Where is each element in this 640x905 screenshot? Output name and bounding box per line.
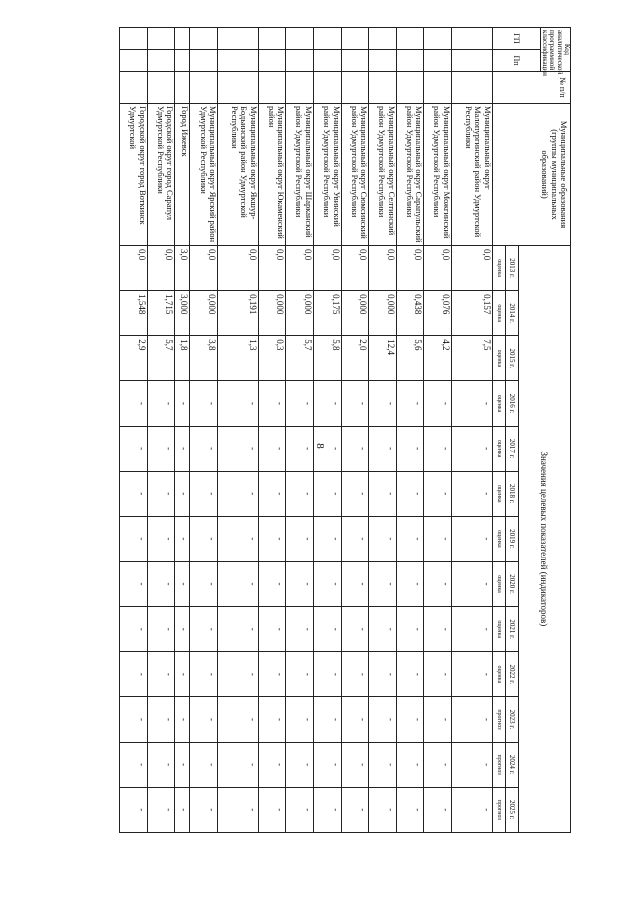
gp-cell (451, 28, 492, 50)
indicator-value: - (258, 607, 286, 652)
municipality-name: Городской округ город Сарапул Удмуртской Республики (147, 104, 175, 246)
number-cell (258, 72, 286, 104)
indicator-value: - (451, 561, 492, 606)
estimate-kind-label: оценка (495, 665, 502, 684)
year-header (492, 697, 518, 742)
year-label: 2024 г. (505, 743, 518, 787)
table-row (341, 28, 369, 878)
indicator-value: - (369, 652, 397, 697)
pp-cell (147, 50, 175, 72)
indicator-value: - (190, 381, 218, 426)
pp-cell (218, 50, 259, 72)
table-row (369, 28, 397, 878)
indicator-value: 0,0 (369, 246, 397, 291)
indicator-value: - (218, 516, 259, 561)
indicator-value: - (120, 381, 148, 426)
indicator-value: 5,7 (286, 336, 314, 381)
indicator-value: - (451, 652, 492, 697)
indicator-value: 2,9 (120, 336, 148, 381)
indicator-value: - (258, 787, 286, 832)
estimate-kind-label: оценка (495, 530, 502, 548)
indicator-value: - (286, 426, 314, 471)
indicator-value: - (313, 652, 341, 697)
year-header (492, 246, 518, 291)
municipality-name: Муниципальный округ Ярский район Удмуртской Республики (190, 104, 218, 246)
indicator-value: 12,4 (369, 336, 397, 381)
year-label: 2022 г. (505, 652, 518, 696)
indicator-value: - (258, 652, 286, 697)
gp-cell (258, 28, 286, 50)
indicator-value: - (451, 742, 492, 787)
indicator-value: - (286, 697, 314, 742)
table-row (120, 28, 148, 878)
indicator-value: - (451, 426, 492, 471)
indicator-value: - (147, 607, 175, 652)
indicator-value: - (396, 607, 424, 652)
indicator-value: - (369, 607, 397, 652)
year-label: 2019 г. (505, 517, 518, 561)
indicator-value: - (313, 697, 341, 742)
year-header (492, 291, 518, 336)
indicator-value: - (190, 471, 218, 516)
number-cell (218, 72, 259, 104)
page-number: 8 (314, 443, 326, 449)
indicator-value: - (120, 697, 148, 742)
indicator-value: - (451, 697, 492, 742)
pp-cell (396, 50, 424, 72)
indicator-value: 3,8 (190, 336, 218, 381)
indicator-value: - (190, 516, 218, 561)
municipality-name: Муниципальный округ Можгинский район Удмуртской Республики (424, 104, 452, 246)
gp-cell (190, 28, 218, 50)
indicator-value: 5,6 (396, 336, 424, 381)
indicator-value: - (258, 381, 286, 426)
indicator-value: - (424, 607, 452, 652)
indicator-value: - (313, 471, 341, 516)
indicator-value: - (286, 787, 314, 832)
year-label: 2020 г. (505, 562, 518, 606)
indicator-value: - (147, 742, 175, 787)
indicator-value: - (175, 561, 190, 606)
year-label: 2016 г. (505, 381, 518, 425)
estimate-kind-label: оценка (495, 394, 502, 413)
indicator-value: - (451, 471, 492, 516)
indicator-value: - (341, 516, 369, 561)
number-cell (424, 72, 452, 104)
indicator-value: - (190, 787, 218, 832)
indicator-value: - (218, 381, 259, 426)
indicator-value: - (369, 787, 397, 832)
indicator-value: - (147, 652, 175, 697)
indicator-value: - (120, 607, 148, 652)
indicator-value: 0,0 (190, 246, 218, 291)
indicator-value: - (341, 426, 369, 471)
indicator-value: - (120, 516, 148, 561)
pp-cell (175, 50, 190, 72)
indicator-value: 1,715 (147, 291, 175, 336)
indicator-value: - (258, 561, 286, 606)
pp-cell (424, 50, 452, 72)
indicator-value: - (258, 516, 286, 561)
indicator-value: 4,2 (424, 336, 452, 381)
indicator-value: - (341, 607, 369, 652)
indicator-value: - (218, 652, 259, 697)
indicator-value: - (175, 607, 190, 652)
indicator-value: - (341, 697, 369, 742)
indicator-value: - (218, 742, 259, 787)
indicator-value: 3,0 (175, 246, 190, 291)
indicator-value: - (147, 426, 175, 471)
year-header (492, 336, 518, 381)
indicator-value: - (190, 742, 218, 787)
gp-cell (396, 28, 424, 50)
indicator-value: - (424, 742, 452, 787)
municipality-header: Муниципальные образования (группы муниципальных образований) (492, 104, 570, 246)
indicator-value: - (147, 697, 175, 742)
indicator-value: 0,0 (313, 246, 341, 291)
indicator-value: - (218, 607, 259, 652)
indicator-value: - (451, 381, 492, 426)
indicator-value: - (341, 381, 369, 426)
indicator-value: - (190, 561, 218, 606)
indicator-value: - (286, 742, 314, 787)
number-cell (175, 72, 190, 104)
indicator-value: 0,000 (369, 291, 397, 336)
indicator-value: - (424, 516, 452, 561)
pp-cell (120, 50, 148, 72)
indicator-value: 0,0 (218, 246, 259, 291)
indicator-value: - (175, 381, 190, 426)
estimate-kind-label: прогноз (495, 709, 502, 730)
year-header (492, 742, 518, 787)
indicator-value: 0,3 (258, 336, 286, 381)
estimate-kind-label: прогноз (495, 799, 502, 820)
pp-cell (258, 50, 286, 72)
indicator-value: 0,157 (451, 291, 492, 336)
estimate-kind-label: оценка (495, 575, 502, 593)
code-header: Код аналитической программной классификации (540, 28, 570, 72)
table-row (258, 28, 286, 878)
indicator-value: - (120, 471, 148, 516)
indicator-value: 2,0 (341, 336, 369, 381)
indicator-value: - (120, 561, 148, 606)
indicator-value: - (120, 742, 148, 787)
indicator-value: - (424, 697, 452, 742)
indicator-value: 0,000 (258, 291, 286, 336)
indicator-value: 0,0 (286, 246, 314, 291)
indicator-value: - (424, 652, 452, 697)
indicator-value: - (396, 381, 424, 426)
indicator-value: - (313, 381, 341, 426)
indicator-value: - (369, 516, 397, 561)
indicator-value: - (313, 561, 341, 606)
indicator-value: - (341, 561, 369, 606)
pp-cell (341, 50, 369, 72)
indicator-value: 5,8 (313, 336, 341, 381)
municipality-name: Муниципальный округ Сюмсинский район Удмуртской Республики (341, 104, 369, 246)
indicator-value: - (175, 742, 190, 787)
indicator-value: - (286, 381, 314, 426)
estimate-kind-label: оценка (495, 620, 502, 638)
table-row (451, 28, 492, 878)
gp-cell (313, 28, 341, 50)
indicator-value: - (258, 471, 286, 516)
table-row (424, 28, 452, 878)
gp-cell (341, 28, 369, 50)
indicator-value: - (258, 697, 286, 742)
indicator-value: - (396, 516, 424, 561)
pp-cell (369, 50, 397, 72)
indicator-value: - (424, 426, 452, 471)
table-row (190, 28, 218, 878)
indicator-value: - (341, 787, 369, 832)
gp-cell (218, 28, 259, 50)
indicator-value: - (396, 787, 424, 832)
table-row (147, 28, 175, 878)
gp-cell (286, 28, 314, 50)
indicator-value: - (313, 426, 341, 471)
indicator-value: 0,076 (424, 291, 452, 336)
indicator-value: - (258, 742, 286, 787)
indicator-value: - (341, 742, 369, 787)
year-label: 2013 г. (505, 246, 518, 290)
indicator-value: - (286, 516, 314, 561)
indicator-value: - (218, 697, 259, 742)
year-label: 2015 г. (505, 336, 518, 380)
year-label: 2017 г. (505, 427, 518, 471)
indicator-value: - (218, 426, 259, 471)
indicator-value: 0,0 (341, 246, 369, 291)
indicator-value: - (175, 516, 190, 561)
indicator-value: - (369, 742, 397, 787)
indicator-value: 0,0 (147, 246, 175, 291)
indicator-value: - (341, 652, 369, 697)
indicator-value: - (396, 742, 424, 787)
pp-header: Пп (492, 50, 540, 72)
indicator-value: 0,000 (190, 291, 218, 336)
indicator-value: 0,438 (396, 291, 424, 336)
estimate-kind-label: прогноз (495, 754, 502, 775)
table-row (218, 28, 259, 878)
year-header (492, 516, 518, 561)
indicator-value: - (369, 426, 397, 471)
indicator-value: 0,0 (424, 246, 452, 291)
pp-cell (313, 50, 341, 72)
indicator-value: 1,3 (218, 336, 259, 381)
indicator-value: 1,548 (120, 291, 148, 336)
year-label: 2023 г. (505, 697, 518, 741)
indicator-value: - (396, 426, 424, 471)
estimate-kind-label: оценка (495, 349, 502, 368)
municipality-name: Муниципальный округ Увинский район Удмуртской Республики (313, 104, 341, 246)
indicator-value: - (369, 561, 397, 606)
number-header: № п/п (492, 72, 570, 104)
estimate-kind-label: оценка (495, 259, 502, 277)
indicator-value: - (218, 561, 259, 606)
indicator-value: - (424, 381, 452, 426)
gp-cell (175, 28, 190, 50)
number-cell (190, 72, 218, 104)
indicator-value: - (175, 471, 190, 516)
indicator-value: - (313, 607, 341, 652)
indicator-value: - (175, 652, 190, 697)
number-cell (286, 72, 314, 104)
gp-cell (120, 28, 148, 50)
indicator-value: - (258, 426, 286, 471)
year-header (492, 607, 518, 652)
indicator-value: - (147, 516, 175, 561)
number-cell (369, 72, 397, 104)
pp-cell (190, 50, 218, 72)
indicator-value: - (175, 787, 190, 832)
indicator-value: - (369, 697, 397, 742)
indicator-value: 5,7 (147, 336, 175, 381)
number-cell (451, 72, 492, 104)
indicator-value: - (313, 742, 341, 787)
indicator-value: - (218, 471, 259, 516)
indicator-value: 3,000 (175, 291, 190, 336)
year-label: 2025 г. (505, 788, 518, 832)
indicator-value: - (286, 607, 314, 652)
number-cell (341, 72, 369, 104)
indicator-value: - (451, 787, 492, 832)
header-row-1 (540, 28, 570, 878)
year-header (492, 471, 518, 516)
indicator-values-header: Значения целевых показателей (индикаторов) (518, 246, 570, 833)
number-cell (396, 72, 424, 104)
indicator-value: - (175, 426, 190, 471)
indicator-value: - (424, 787, 452, 832)
indicator-value: 0,0 (451, 246, 492, 291)
indicator-value: - (369, 381, 397, 426)
indicator-value: - (120, 787, 148, 832)
number-cell (147, 72, 175, 104)
number-cell (313, 72, 341, 104)
indicator-value: 0,0 (396, 246, 424, 291)
indicator-value: - (451, 516, 492, 561)
pp-cell (451, 50, 492, 72)
indicator-value: 0,191 (218, 291, 259, 336)
indicator-value: 1,8 (175, 336, 190, 381)
indicator-value: 0,175 (313, 291, 341, 336)
table-row (396, 28, 424, 878)
gp-cell (369, 28, 397, 50)
indicator-value: - (147, 561, 175, 606)
indicator-value: - (341, 471, 369, 516)
indicator-value: - (396, 697, 424, 742)
indicator-value: - (190, 697, 218, 742)
indicator-value: - (190, 652, 218, 697)
indicator-value: - (147, 381, 175, 426)
indicator-value: - (451, 607, 492, 652)
indicator-value: - (286, 561, 314, 606)
indicator-value: 7,5 (451, 336, 492, 381)
indicators-table-wrapper (119, 27, 571, 878)
estimate-kind-label: оценка (495, 439, 502, 458)
indicator-value: - (175, 697, 190, 742)
municipality-name: Муниципальный округ Селтинский район Удмуртской Республики (369, 104, 397, 246)
indicator-value: - (147, 787, 175, 832)
indicator-value: - (286, 471, 314, 516)
indicator-value: - (313, 787, 341, 832)
indicator-value: - (396, 561, 424, 606)
estimate-kind-label: оценка (495, 484, 502, 503)
indicator-value: - (396, 652, 424, 697)
year-header (492, 652, 518, 697)
municipality-name: Муниципальный округ Малопургинский район Удмуртской Республики (451, 104, 492, 246)
municipality-name: Муниципальный округ Якшур-Бодьинский район Удмуртской Республики (218, 104, 259, 246)
table-row (175, 28, 190, 878)
year-header (492, 426, 518, 471)
year-label: 2021 г. (505, 607, 518, 651)
indicator-value: - (369, 471, 397, 516)
indicator-value: 0,0 (258, 246, 286, 291)
table-row (313, 28, 341, 878)
indicator-value: - (313, 516, 341, 561)
number-cell (120, 72, 148, 104)
municipality-name: Муниципальный округ Юкаменский район (258, 104, 286, 246)
municipality-name: Городской округ город Воткинск Удмуртской (120, 104, 148, 246)
municipality-name: Муниципальный округ Шарканский район Удмуртской Республики (286, 104, 314, 246)
year-header (492, 561, 518, 606)
indicator-value: 0,0 (120, 246, 148, 291)
indicator-value: - (218, 787, 259, 832)
year-header (492, 381, 518, 426)
indicator-value: 0,000 (286, 291, 314, 336)
estimate-kind-label: оценка (495, 304, 502, 322)
table-row (286, 28, 314, 878)
gp-cell (147, 28, 175, 50)
year-label: 2014 г. (505, 291, 518, 335)
year-label: 2018 г. (505, 472, 518, 516)
gp-header: ГП (492, 28, 540, 50)
municipality-name: Город Ижевск (175, 104, 190, 246)
indicator-value: - (120, 426, 148, 471)
indicators-table (119, 27, 571, 878)
indicator-value: - (147, 471, 175, 516)
municipality-name: Муниципальный округ Сарапульский район Удмуртской Республики (396, 104, 424, 246)
indicator-value: - (424, 561, 452, 606)
indicator-value: - (286, 652, 314, 697)
indicator-value: - (396, 471, 424, 516)
indicator-value: - (190, 426, 218, 471)
indicator-value: - (120, 652, 148, 697)
indicator-value: 0,000 (341, 291, 369, 336)
gp-cell (424, 28, 452, 50)
pp-cell (286, 50, 314, 72)
table-body (120, 28, 493, 878)
indicator-value: - (190, 607, 218, 652)
year-header (492, 787, 518, 832)
indicator-value: - (424, 471, 452, 516)
